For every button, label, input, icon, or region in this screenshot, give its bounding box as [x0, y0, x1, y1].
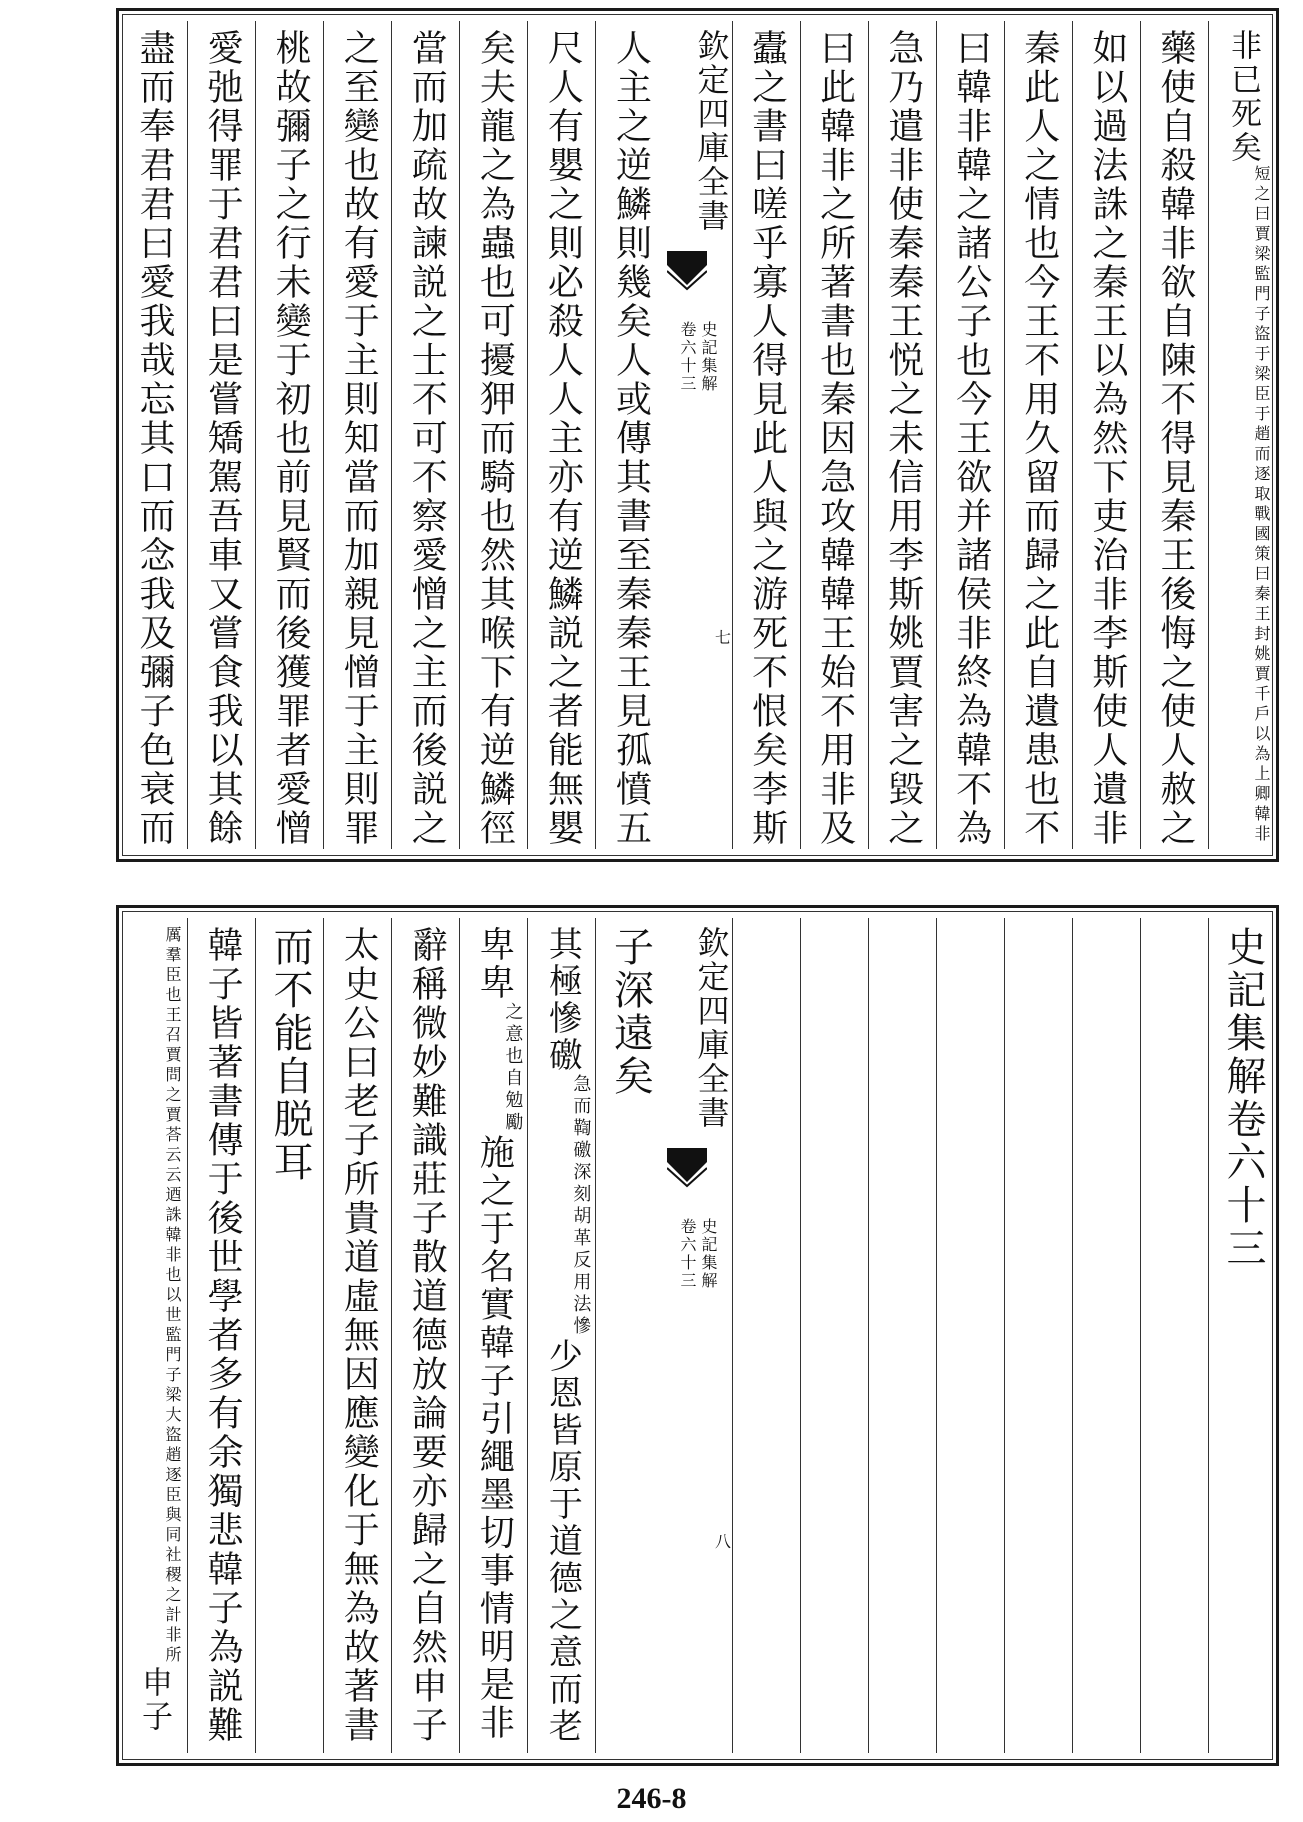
commentary-note	[157, 926, 187, 1666]
column-text	[187, 29, 255, 848]
text-column	[1140, 918, 1209, 1753]
main-text-continued: 施之于名實韓子引繩墨切事情明是非	[474, 1134, 515, 1742]
text-column	[323, 918, 392, 1753]
commentary-line: 戰國策曰秦王封姚賈千戶以為上卿韓非	[1251, 505, 1271, 845]
leaf-number: 八	[712, 1533, 732, 1549]
main-text: 韓子皆著書傳于後世學者多有余獨悲韓子為説難	[202, 926, 244, 1745]
column-text	[527, 926, 595, 1745]
main-text: 藥使自殺韓非欲自陳不得見秦王後悔之使人赦之	[1154, 29, 1196, 848]
text-column	[391, 918, 460, 1753]
column-text	[527, 29, 595, 848]
column-text	[595, 926, 663, 1098]
lower-page-frame	[116, 905, 1279, 1766]
column-text	[255, 926, 323, 1184]
text-column	[595, 918, 664, 1753]
chapter-label-line: 卷六十三	[677, 321, 697, 393]
main-text: 太史公曰老子所貴道虛無因應變化于無為故著書	[338, 926, 380, 1745]
column-text	[323, 29, 391, 848]
column-text	[1208, 29, 1276, 845]
text-column	[187, 21, 256, 849]
column-text	[1072, 29, 1140, 848]
text-column	[1208, 918, 1276, 1753]
commentary-note	[565, 1074, 595, 1338]
commentary-note	[1246, 165, 1276, 845]
commentary-note	[497, 1002, 527, 1134]
column-text	[936, 29, 1004, 848]
main-text: 子深遠矣	[607, 926, 654, 1098]
text-column	[459, 918, 528, 1753]
main-text: 尺人有嬰之則必殺人人主亦有逆鱗説之者能無嬰	[542, 29, 584, 848]
text-column	[255, 918, 324, 1753]
book-title: 欽定四庫全書	[692, 926, 731, 1130]
center-fold-column	[663, 21, 732, 849]
main-text: 人主之逆鱗則幾矣人或傳其書至秦秦王見孤憤五	[610, 29, 652, 848]
chapter-label-line: 史記集解	[698, 321, 718, 393]
text-column	[391, 21, 460, 849]
commentary-line: 以	[163, 1286, 183, 1306]
main-text: 秦此人之情也今王不用久留而歸之此自遺患也不	[1018, 29, 1060, 848]
text-column	[800, 918, 869, 1753]
text-column	[936, 918, 1005, 1753]
text-column	[255, 21, 324, 849]
main-text: 蠹之書曰嗟乎寡人得見此人與之游死不恨矣李斯	[746, 29, 788, 848]
main-text: 急乃遣非使秦秦王悦之未信用李斯姚賈害之毀之	[882, 29, 924, 848]
main-text: 桃故彌子之行未變于初也前見賢而後獲罪者愛憎	[270, 29, 312, 848]
text-column	[1004, 918, 1073, 1753]
text-column	[868, 21, 937, 849]
column-text	[323, 926, 391, 1745]
commentary-line: 急而鞫礉深刻	[570, 1074, 592, 1206]
column-text	[1004, 29, 1072, 848]
main-text: 其極慘礉	[542, 926, 583, 1074]
column-text	[868, 29, 936, 848]
commentary-line: 短之曰賈梁監門子盜于梁臣于趙而逐取	[1251, 165, 1271, 505]
upper-page-frame	[116, 8, 1279, 862]
main-text: 卑卑	[474, 926, 515, 1002]
column-text	[391, 29, 459, 848]
text-column	[459, 21, 528, 849]
main-text: 矣夫龍之為蟲也可擾狎而騎也然其喉下有逆鱗徑	[474, 29, 516, 848]
folio-number: 246-8	[616, 1782, 687, 1815]
text-column	[800, 21, 869, 849]
column-text	[595, 29, 663, 848]
main-text: 曰韓非韓之諸公子也今王欲并諸侯非終為韓不為	[950, 29, 992, 848]
text-column	[1004, 21, 1073, 849]
main-text: 愛弛得罪于君君曰是嘗矯駕吾車又嘗食我以其餘	[202, 29, 244, 848]
text-column	[527, 21, 596, 849]
commentary-line: 胡革反用法慘	[570, 1206, 592, 1338]
text-column	[527, 918, 596, 1753]
commentary-line: 世監門子梁大盜趙逐臣與同社稷之計非所	[163, 1306, 183, 1666]
chapter-label	[663, 1218, 731, 1290]
center-fold-column	[663, 918, 732, 1753]
text-column	[936, 21, 1005, 849]
column-text	[1140, 29, 1208, 848]
main-text: 當而加疏故諫説之士不可不察愛憎之主而後説之	[406, 29, 448, 848]
main-text: 而不能自脱耳	[267, 926, 314, 1184]
text-column	[323, 21, 392, 849]
column-text	[800, 29, 868, 848]
column-text	[187, 926, 255, 1745]
column-text	[119, 29, 187, 848]
column-text	[732, 29, 800, 848]
text-column	[1140, 21, 1209, 849]
text-column	[187, 918, 256, 1753]
main-text-continued: 少恩皆原于道德之意而老	[542, 1338, 583, 1745]
text-column	[868, 918, 937, 1753]
main-text: 非已死矣	[1224, 29, 1261, 165]
main-text: 辭稱微妙難識莊子散道德放論要亦歸之自然申子	[406, 926, 448, 1745]
column-text	[391, 926, 459, 1745]
book-title: 欽定四庫全書	[692, 29, 731, 233]
text-column	[119, 918, 188, 1753]
column-text	[459, 926, 527, 1742]
text-column	[1208, 21, 1276, 849]
commentary-line: 之意也	[502, 1002, 524, 1068]
chapter-label-line: 史記集解	[698, 1218, 718, 1290]
column-text	[459, 29, 527, 848]
main-text: 之至變也故有愛于主則知當而加親見憎于主則罪	[338, 29, 380, 848]
main-text-continued: 申子	[136, 1666, 173, 1734]
text-column	[119, 21, 188, 849]
commentary-line: 厲羣臣也王召賈問之賈荅云云迺誅韓非也	[163, 926, 183, 1286]
commentary-line: 自勉勵	[502, 1068, 524, 1134]
main-text: 史記集解卷六十三	[1219, 926, 1266, 1270]
main-text: 如以過法誅之秦王以為然下吏治非李斯使人遺非	[1086, 29, 1128, 848]
chapter-label	[663, 321, 731, 393]
fishtail-mark-icon	[667, 1148, 707, 1188]
leaf-number: 七	[712, 629, 732, 645]
text-column	[1072, 21, 1141, 849]
fishtail-mark-icon	[667, 251, 707, 291]
text-column	[1072, 918, 1141, 1753]
text-column	[732, 21, 801, 849]
text-column	[732, 918, 801, 1753]
chapter-label-line: 卷六十三	[677, 1218, 697, 1290]
text-column	[595, 21, 664, 849]
column-text	[255, 29, 323, 848]
main-text: 盡而奉君君曰愛我哉忘其口而念我及彌子色衰而	[134, 29, 176, 848]
column-text	[1208, 926, 1276, 1270]
main-text: 曰此韓非之所著書也秦因急攻韓韓王始不用非及	[814, 29, 856, 848]
column-text	[119, 926, 187, 1734]
